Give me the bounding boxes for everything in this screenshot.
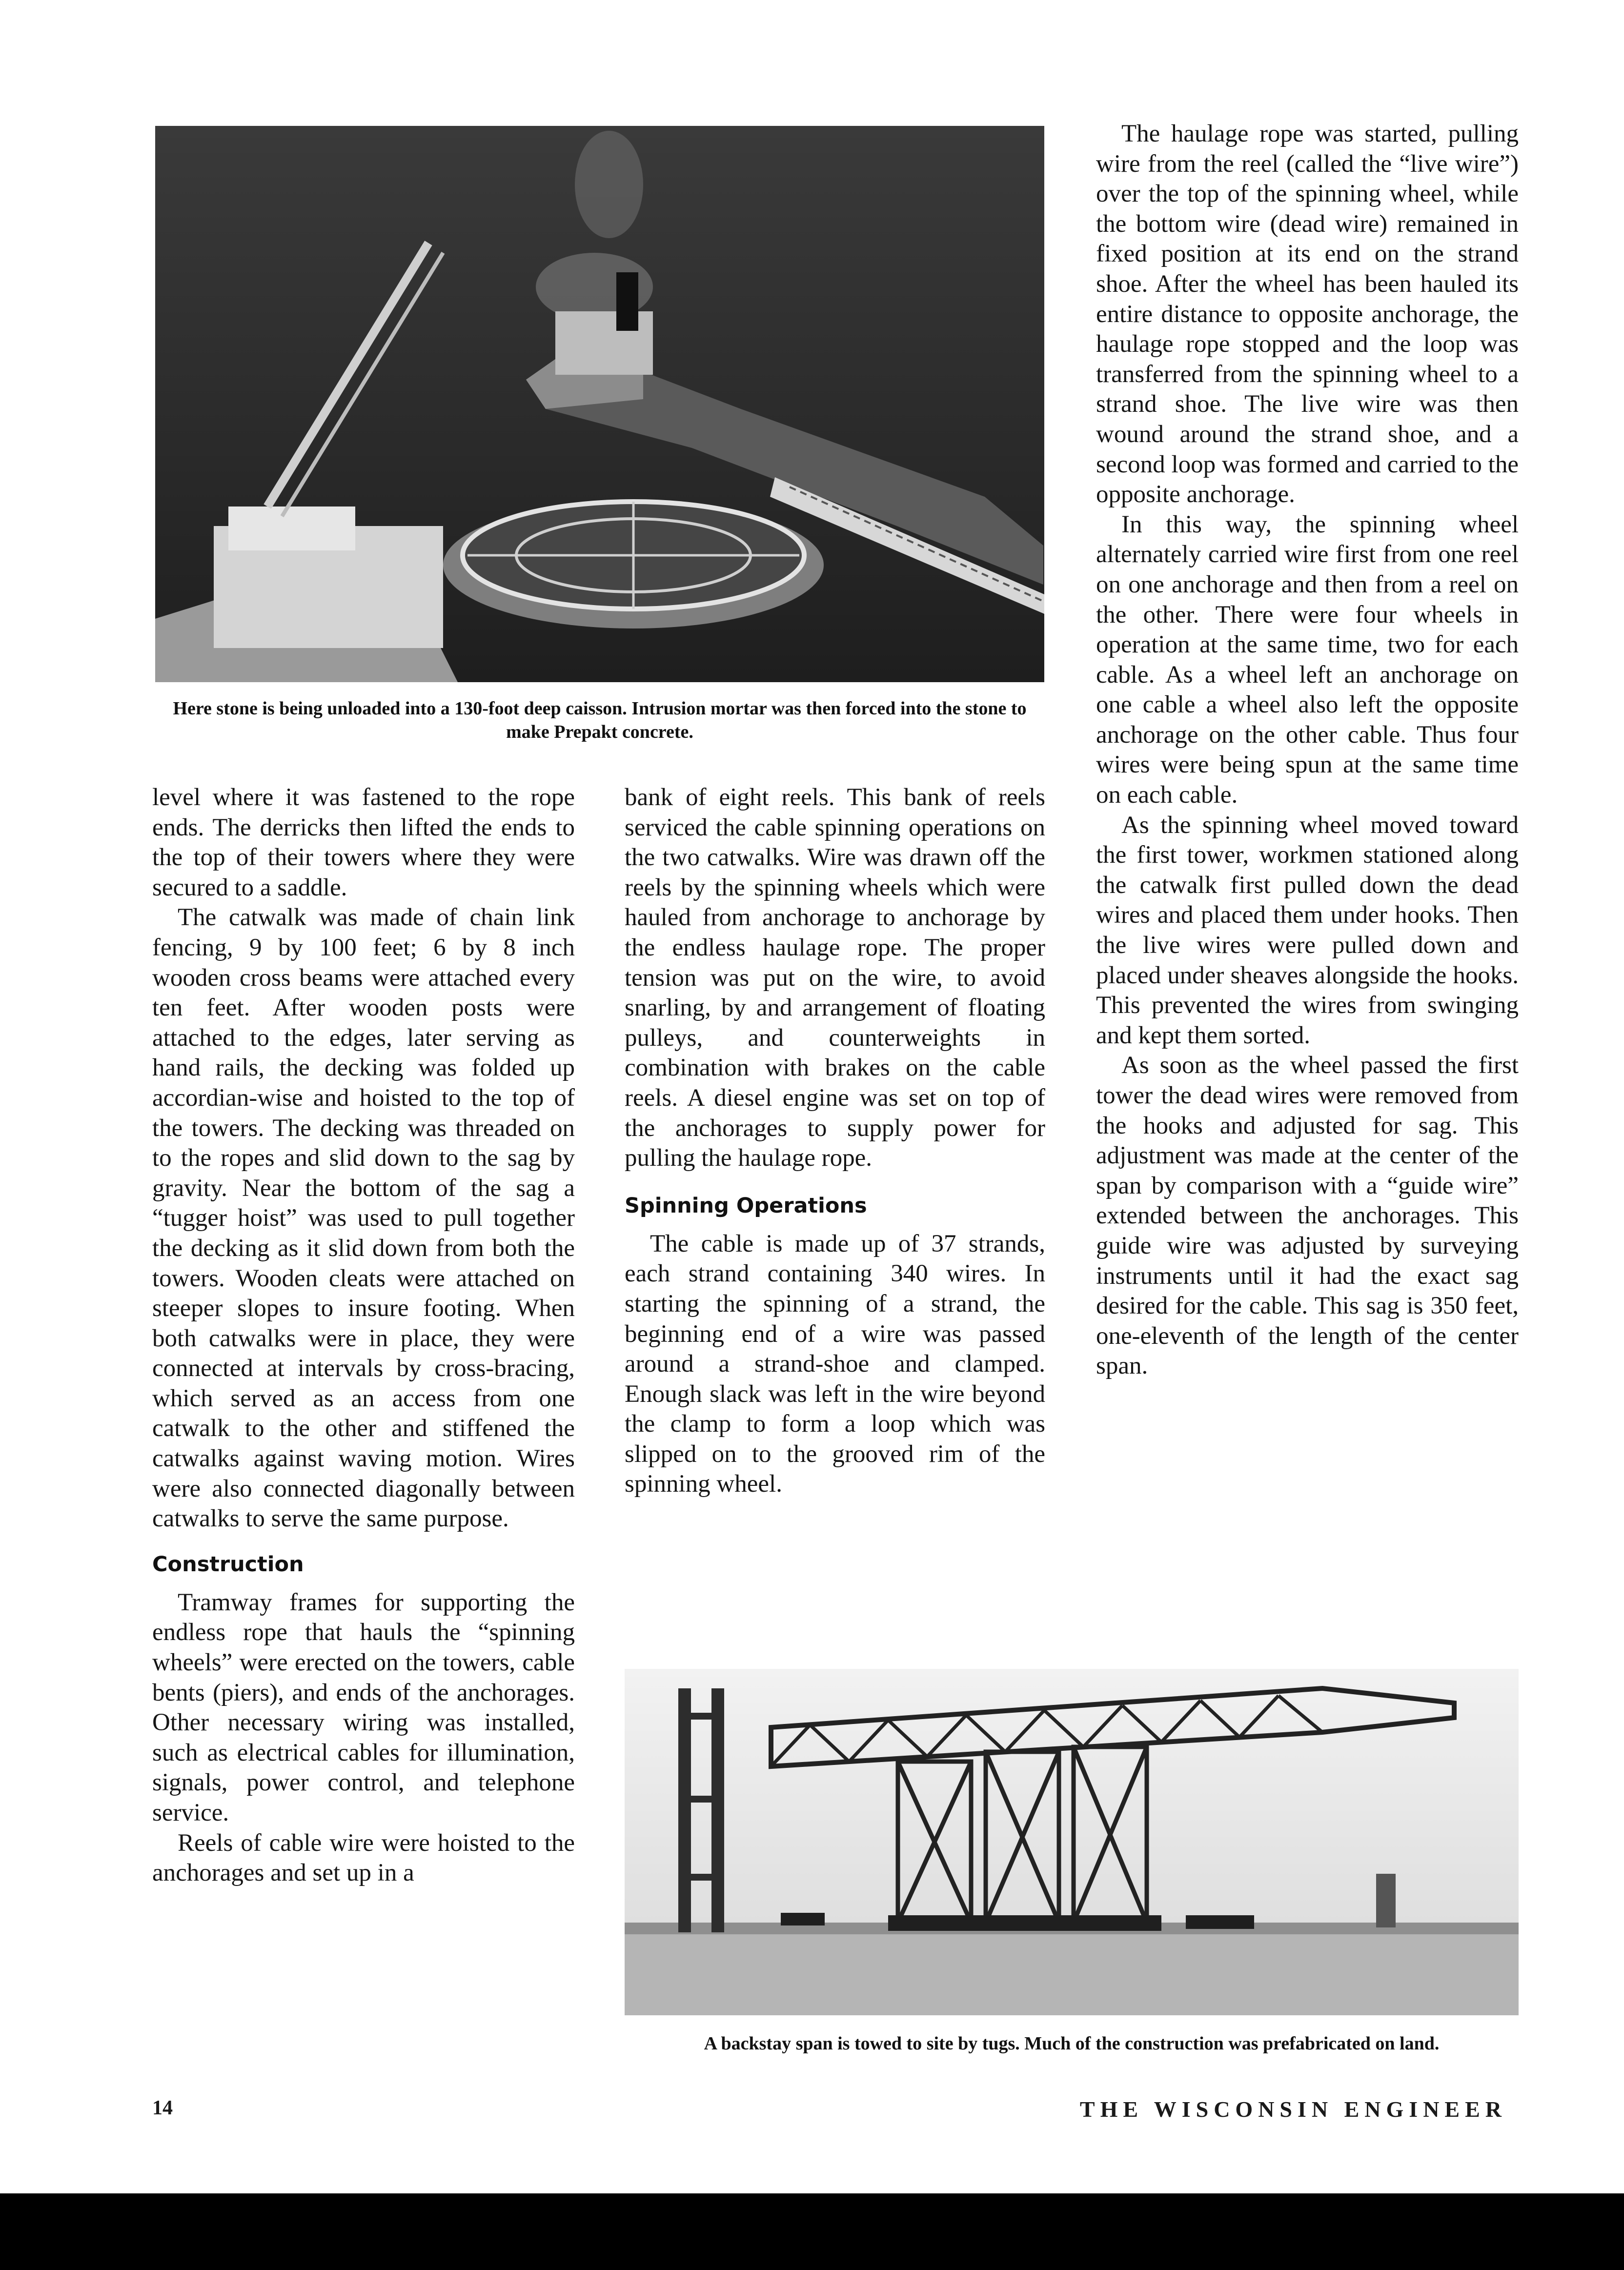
scan-border xyxy=(0,2193,1624,2270)
caisson-photo xyxy=(155,126,1044,682)
backstay-span-photo-caption: A backstay span is towed to site by tugs. Much of the construction was prefabricated on land. xyxy=(704,2033,1440,2054)
section-heading-spinning-operations: Spinning Operations xyxy=(625,1193,867,1218)
right-column xyxy=(1096,119,1519,1381)
paragraph: In this way, the spinning wheel alternately carried wire first from one reel on one anchorage and then from a reel on the other. There were four wheels in operation at the same time, two for each cable. As a wheel left an anchorage on one cable a wheel also left the opposite anchorage on the other cable. Thus four wires were being spun at the same time on each cable. xyxy=(1096,510,1519,809)
paragraph: The cable is made up of 37 strands, each strand containing 340 wires. In starting the spinning of a strand, the beginning end of a wire was passed around a strand-shoe and clamped. Enough slack was left in the wire beyond the clamp to form a loop which was slipped on to the grooved rim of the spinning wheel. xyxy=(625,1230,1045,1498)
paragraph: bank of eight reels. This bank of reels serviced the cable spinning operations on the two catwalks. Wire was drawn off the reels by the spinning wheels which were hauled from anchorage to anchorage by the endless haulage rope. The proper tension was put on the wire, to avoid snarling, by and arrangement of floating pulleys, and counterweights in combination with brakes on the cable reels. A diesel engine was set on top of the anchorages to supply power for pulling the haulage rope. xyxy=(625,784,1045,1172)
backstay-span-photo xyxy=(625,1669,1519,2015)
paragraph: The catwalk was made of chain link fencing, 9 by 100 feet; 6 by 8 inch wooden cross beams were attached every ten feet. After wooden posts were attached to the edges, later serving as hand rails, the decking was folded up accordian-wise and hoisted to the top of the towers. The decking was threaded on to the ropes and slid down to the sag by gravity. Near the bottom of the sag a “tugger hoist” was used to pull together the decking as it slid down from both the towers. Wooden cleats were attached on steeper slopes to insure footing. When both catwalks were in place, they were connected at intervals by cross-bracing, which served as an access from one catwalk to the other and stiffened the catwalks against waving motion. Wires were also connected diagonally between catwalks to serve the same purpose. xyxy=(152,904,575,1533)
section-heading-construction: Construction xyxy=(152,1552,304,1577)
page-number: 14 xyxy=(152,2097,173,2119)
caisson-photo-caption: Here stone is being unloaded into a 130-foot deep caisson. Intrusion mortar was then forced into the stone to make Prepakt concrete. xyxy=(173,698,1027,742)
paragraph: As the spinning wheel moved toward the first tower, workmen stationed along the catwalk first pulled down the dead wires and placed them under hooks. Then the live wires were pulled down and placed under sheaves alongside the hooks. This prevented the wires from swinging and kept them sorted. xyxy=(1096,811,1519,1049)
paragraph: As soon as the wheel passed the first tower the dead wires were removed from the hooks and adjusted for sag. This adjustment was made at the center of the span by comparison with a “guide wire” extended between the anchorages. This guide wire was adjusted by surveying instruments until it had the exact sag desired for the cable. This sag is 350 feet, one-eleventh of the length of the center span. xyxy=(1096,1052,1519,1380)
paragraph: level where it was fastened to the rope ends. The derricks then lifted the ends to the top of their towers where they were secured to a saddle. xyxy=(152,784,575,901)
paragraph: Tramway frames for supporting the endless rope that hauls the “spinning wheels” were erected on the towers, cable bents (piers), and ends of the anchorages. Other necessary wiring was installed, such as electrical cables for illumination, signals, power control, and telephone service. xyxy=(152,1588,575,1826)
paragraph: The haulage rope was started, pulling wire from the reel (called the “live wire”) over the top of the spinning wheel, while the bottom wire (dead wire) remained in fixed position at its end on the strand shoe. After the wheel has been hauled its entire distance to opposite anchorage, the haulage rope stopped and the loop was transferred from the spinning wheel to a strand shoe. The live wire was then wound around the strand shoe, and a second loop was formed and carried to the opposite anchorage. xyxy=(1096,120,1519,508)
paragraph: Reels of cable wire were hoisted to the anchorages and set up in a xyxy=(152,1829,575,1887)
journal-name: THE WISCONSIN ENGINEER xyxy=(1079,2097,1507,2122)
middle-column xyxy=(625,783,1045,1500)
left-column xyxy=(152,783,575,1888)
